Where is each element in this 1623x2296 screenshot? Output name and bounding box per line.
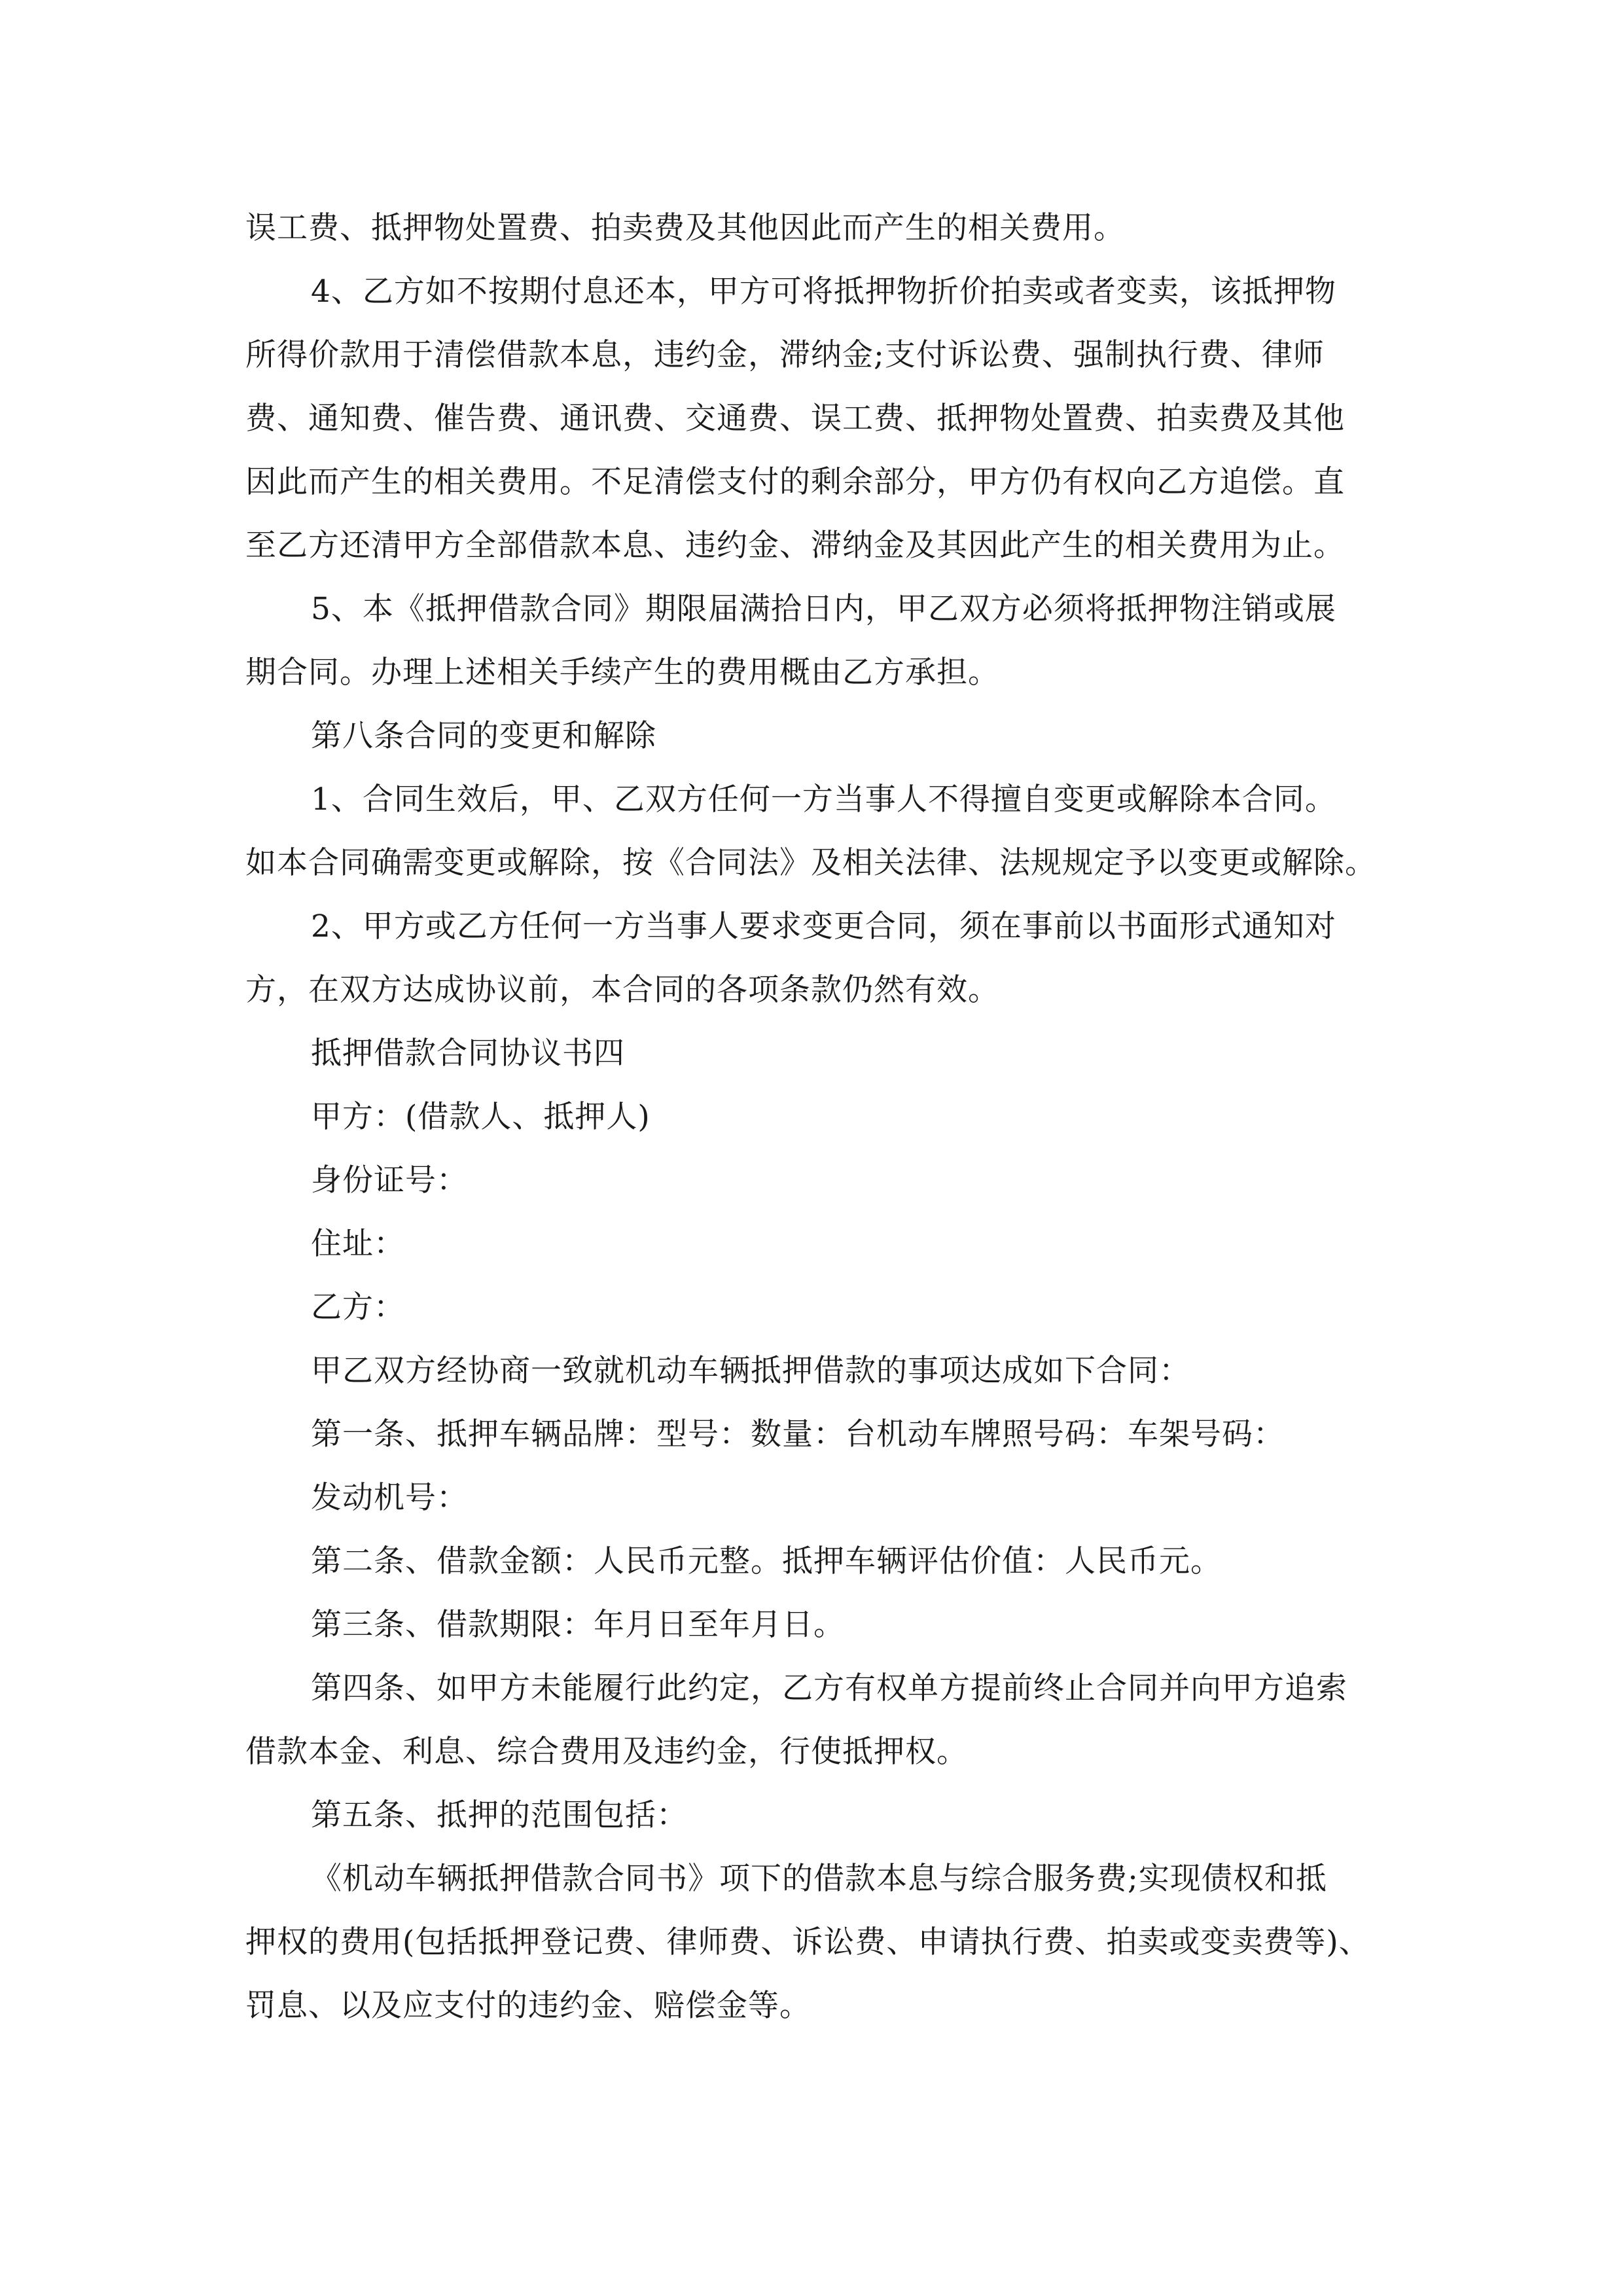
text-line: 1、合同生效后，甲、乙双方任何一方当事人不得擅自变更或解除本合同。 bbox=[311, 781, 1336, 817]
article-3: 第三条、借款期限：年月日至年月日。 bbox=[311, 1607, 845, 1643]
document-title: 抵押借款合同协议书四 bbox=[311, 1035, 625, 1071]
text-line: 《机动车辆抵押借款合同书》项下的借款本息与综合服务费;实现债权和抵 bbox=[311, 1861, 1327, 1897]
party-b-label: 乙方： bbox=[311, 1289, 405, 1325]
text-line: 因此而产生的相关费用。不足清偿支付的剩余部分，甲方仍有权向乙方追偿。直 bbox=[245, 464, 1345, 500]
text-line: 至乙方还清甲方全部借款本息、违约金、滞纳金及其因此产生的相关费用为止。 bbox=[245, 528, 1345, 564]
text-line: 方，在双方达成协议前，本合同的各项条款仍然有效。 bbox=[245, 972, 999, 1008]
text-line: 借款本金、利息、综合费用及违约金，行使抵押权。 bbox=[245, 1734, 968, 1770]
text-line: 期合同。办理上述相关手续产生的费用概由乙方承担。 bbox=[245, 655, 999, 691]
text-line: 罚息、以及应支付的违约金、赔偿金等。 bbox=[245, 1988, 811, 2024]
id-number-label: 身份证号： bbox=[311, 1162, 468, 1198]
text-line: 2、甲方或乙方任何一方当事人要求变更合同，须在事前以书面形式通知对 bbox=[311, 908, 1336, 944]
text-line: 所得价款用于清偿借款本息，违约金，滞纳金;支付诉讼费、强制执行费、律师 bbox=[245, 337, 1325, 373]
article-2: 第二条、借款金额：人民币元整。抵押车辆评估价值：人民币元。 bbox=[311, 1543, 1222, 1579]
article-1: 第一条、抵押车辆品牌：型号：数量：台机动车牌照号码：车架号码： bbox=[311, 1416, 1285, 1452]
text-line: 4、乙方如不按期付息还本，甲方可将抵押物折价拍卖或者变卖，该抵押物 bbox=[311, 274, 1336, 310]
section-heading: 第八条合同的变更和解除 bbox=[311, 718, 656, 754]
article-5: 第五条、抵押的范围包括： bbox=[311, 1797, 688, 1833]
engine-number-label: 发动机号： bbox=[311, 1480, 468, 1516]
party-a-label: 甲方：(借款人、抵押人) bbox=[311, 1099, 651, 1135]
text-line: 费、通知费、催告费、通讯费、交通费、误工费、抵押物处置费、拍卖费及其他 bbox=[245, 401, 1345, 437]
article-4: 第四条、如甲方未能履行此约定，乙方有权单方提前终止合同并向甲方追索 bbox=[311, 1670, 1347, 1706]
text-line: 甲乙双方经协商一致就机动车辆抵押借款的事项达成如下合同： bbox=[311, 1353, 1190, 1389]
text-line: 5、本《抵押借款合同》期限届满拾日内，甲乙双方必须将抵押物注销或展 bbox=[311, 591, 1336, 627]
text-line: 误工费、抵押物处置费、拍卖费及其他因此而产生的相关费用。 bbox=[245, 210, 1125, 246]
address-label: 住址： bbox=[311, 1226, 405, 1262]
text-line: 押权的费用(包括抵押登记费、律师费、诉讼费、申请执行费、拍卖或变卖费等)、 bbox=[245, 1924, 1370, 1960]
text-line: 如本合同确需变更或解除，按《合同法》及相关法律、法规规定予以变更或解除。 bbox=[245, 845, 1376, 881]
